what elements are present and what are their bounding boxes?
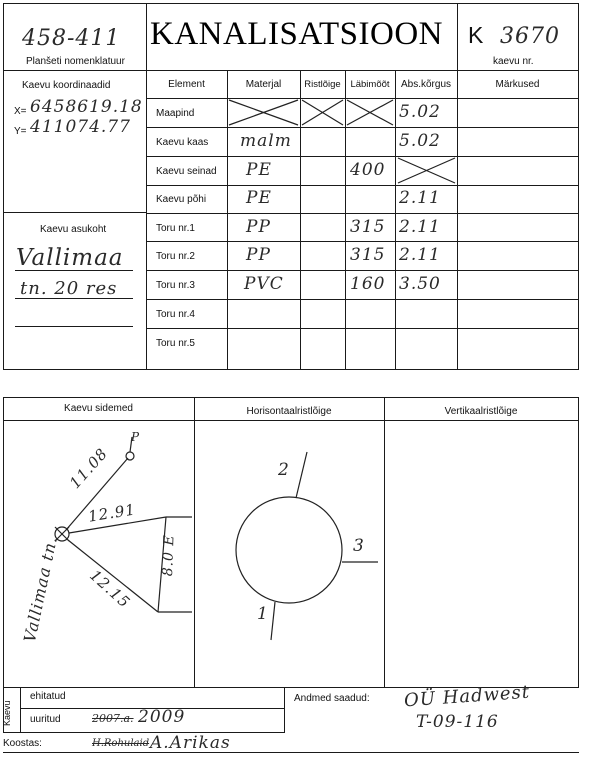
sketch-dist-building-top: 12.91 xyxy=(86,500,138,526)
sketch-street-label: Vallimaa tn. xyxy=(20,534,62,644)
built-label: ehitatud xyxy=(30,691,66,702)
pipe-1-label: 1 xyxy=(257,604,269,624)
table-row-element: Toru nr.2 xyxy=(156,251,195,262)
surveyed-old-year: 2007.a. xyxy=(92,712,134,725)
surveyed-label: uuritud xyxy=(30,714,61,725)
table-cell-height: 2.11 xyxy=(399,217,441,237)
coord-x-value: 6458619.18 xyxy=(30,97,143,117)
table-cell-diameter: 315 xyxy=(350,245,386,265)
col-element: Element xyxy=(168,79,205,90)
horizontal-header: Horisontaalristlõige xyxy=(246,406,332,417)
coord-y-value: 411074.77 xyxy=(30,117,131,137)
compiled-old-name: H.Rohulaid xyxy=(92,738,150,749)
table-cell-diameter: 315 xyxy=(350,217,386,237)
table-cell-material: PVC xyxy=(244,274,284,294)
table-row-element: Maapind xyxy=(156,108,195,119)
well-no-prefix: K xyxy=(468,22,484,48)
manhole-circle xyxy=(236,497,342,603)
table-row-element: Toru nr.4 xyxy=(156,309,195,320)
sketch-dist-pole: 11.08 xyxy=(66,444,112,493)
table-cell-diameter: 400 xyxy=(350,160,386,180)
location-line1: Vallimaa xyxy=(16,245,124,271)
pipe-2-line xyxy=(296,452,307,498)
coord-y-prefix: Y= xyxy=(14,126,27,137)
pole-symbol xyxy=(126,452,134,460)
col-diameter: Läbimõõt xyxy=(350,79,390,90)
vertical-header: Vertikaalristlõige xyxy=(444,406,518,417)
col-notes: Märkused xyxy=(495,79,540,90)
compiled-label: Koostas: xyxy=(3,738,42,749)
pipe-3-label: 3 xyxy=(353,536,365,556)
coordinates-label: Kaevu koordinaadid xyxy=(22,80,111,91)
table-cell-height: 2.11 xyxy=(399,188,441,208)
table-cell-height: 3.50 xyxy=(399,274,441,294)
pipe-1-line xyxy=(271,602,275,640)
sketch-dist-building-edge: 8.0 E xyxy=(160,534,178,577)
location-label: Kaevu asukoht xyxy=(40,224,107,235)
location-line2: tn. 20 res xyxy=(20,278,118,299)
surveyed-new-year: 2009 xyxy=(138,707,186,727)
data-source-line2: T-09-116 xyxy=(416,712,499,732)
col-material: Materjal xyxy=(245,79,282,90)
table-cell-height: 5.02 xyxy=(399,131,441,151)
data-source-line1: OÜ Hadwest xyxy=(403,681,531,712)
sketch-dist-building-bottom: 12.15 xyxy=(86,566,134,612)
table-row-element: Kaevu põhi xyxy=(156,194,207,205)
sketch-header: Kaevu sidemed xyxy=(64,403,133,414)
col-height: Abs.kõrgus xyxy=(400,79,452,90)
nomenclature-value: 458-411 xyxy=(22,26,121,51)
pole-label: P xyxy=(131,430,141,444)
nomenclature-label: Planšeti nomenklatuur xyxy=(26,56,125,67)
table-cell-material: malm xyxy=(240,131,292,151)
well-no-value: 3670 xyxy=(500,24,560,49)
table-cell-height: 5.02 xyxy=(399,102,441,122)
table-cell-material: PP xyxy=(246,217,271,237)
table-row-element: Toru nr.1 xyxy=(156,223,195,234)
compiled-new-name: A.Arikas xyxy=(150,733,231,753)
footer-side-label: Kaevu xyxy=(2,700,12,726)
table-row-element: Toru nr.3 xyxy=(156,280,195,291)
table-row-element: Kaevu seinad xyxy=(156,166,217,177)
table-cell-material: PE xyxy=(246,188,272,208)
coord-x-prefix: X= xyxy=(14,106,27,117)
well-no-label: kaevu nr. xyxy=(493,56,534,67)
col-cross: Ristlõige xyxy=(304,79,341,90)
table-row-element: Toru nr.5 xyxy=(156,338,195,349)
table-row-element: Kaevu kaas xyxy=(156,137,209,148)
page-title: KANALISATSIOON xyxy=(150,16,443,52)
table-cell-diameter: 160 xyxy=(350,274,386,294)
pipe-2-label: 2 xyxy=(278,460,290,480)
table-cell-height: 2.11 xyxy=(399,245,441,265)
table-cell-material: PE xyxy=(246,160,272,180)
data-source-label: Andmed saadud: xyxy=(294,693,370,704)
table-cell-material: PP xyxy=(246,245,271,265)
